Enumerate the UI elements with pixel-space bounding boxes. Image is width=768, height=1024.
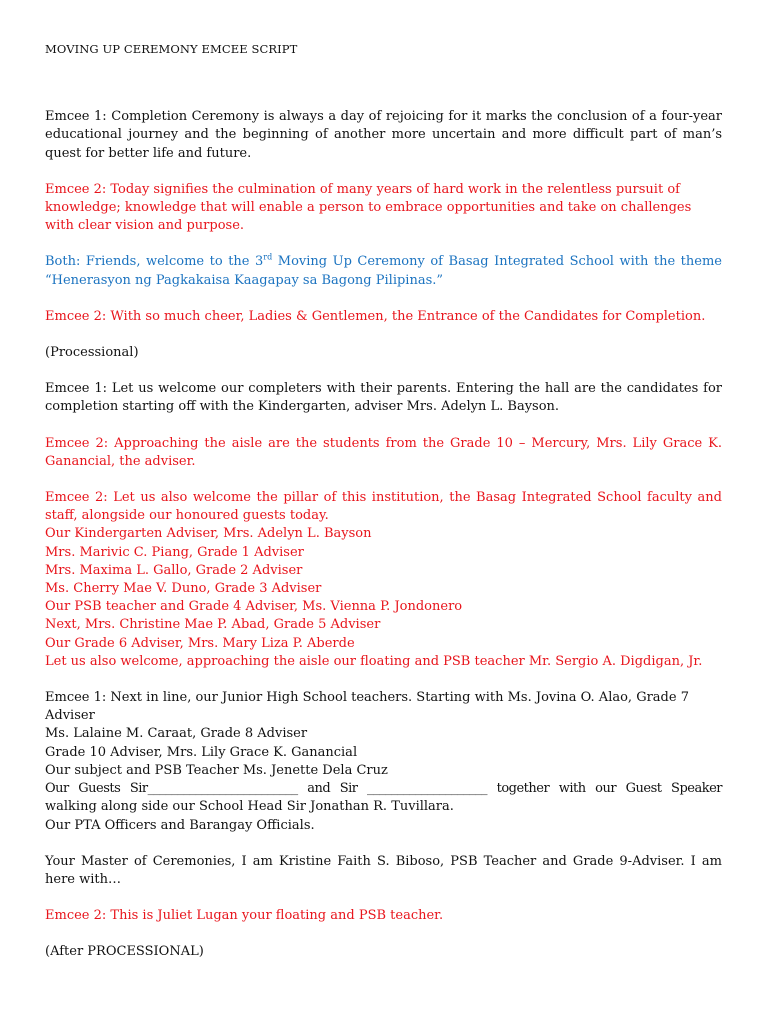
welcome-text-end: Moving Up Ceremony of Basag Integrated School with the theme “Henerasyon ng Pagkakaisa Kaagapay sa Bagong Pilipinas.” [45, 254, 722, 288]
paragraph-master-of-ceremonies: Your Master of Ceremonies, I am Kristine Faith S. Biboso, PSB Teacher and Grade 9-Adviser. I am here with… [45, 853, 722, 887]
paragraph-emcee2-faculty [45, 489, 722, 671]
paragraph-emcee2-entrance: Emcee 2: With so much cheer, Ladies & Gentlemen, the Entrance of the Candidates for Completion. [45, 308, 706, 324]
jhs-line: Emcee 1: Next in line, our Junior High School teachers. Starting with Ms. Jovina O. Alao, Grade 7 Adviser [45, 690, 689, 724]
faculty-line: Our Kindergarten Adviser, Mrs. Adelyn L. Bayson [45, 526, 372, 542]
jhs-line: Grade 10 Adviser, Mrs. Lily Grace K. Ganancial [45, 744, 358, 760]
faculty-line: Mrs. Maxima L. Gallo, Grade 2 Adviser [45, 562, 303, 578]
paragraph-emcee2-grade10: Emcee 2: Approaching the aisle are the students from the Grade 10 – Mercury, Mrs. Lily Grace K. Ganancial, the adviser. [45, 435, 722, 469]
text-line: knowledge; knowledge that will enable a person to embrace opportunities and take on challenges [45, 200, 692, 216]
paragraph-both-welcome [45, 253, 722, 289]
paragraph-emcee1-opening: Emcee 1: Completion Ceremony is always a day of rejoicing for it marks the conclusion of a four-year educational journey and the beginning of another more uncertain and more difficult part of man’s quest for better life and future. [45, 109, 722, 161]
jhs-line: walking along side our School Head Sir Jonathan R. Tuvillara. [45, 799, 454, 815]
welcome-text-start: Both: Friends, welcome to the 3 [45, 254, 264, 270]
document-title: MOVING UP CEREMONY EMCEE SCRIPT [45, 42, 298, 56]
text-line: with clear vision and purpose. [45, 218, 245, 234]
faculty-line: Our PSB teacher and Grade 4 Adviser, Ms. Vienna P. Jondonero [45, 599, 463, 615]
paragraph-emcee1-completers: Emcee 1: Let us welcome our completers with their parents. Entering the hall are the candidates for completion starting off with the Kindergarten, adviser Mrs. Adelyn L. Bayson. [45, 381, 722, 415]
faculty-line: Let us also welcome, approaching the aisle our floating and PSB teacher Mr. Sergio A. Digdigan, Jr. [45, 653, 703, 669]
text-line: Emcee 2: Today signifies the culmination of many years of hard work in the relentless pursuit of [45, 181, 680, 197]
paragraph-emcee2-culmination [45, 181, 722, 236]
paragraph-processional: (Processional) [45, 345, 139, 361]
paragraph-emcee2-juliet: Emcee 2: This is Juliet Lugan your floating and PSB teacher. [45, 908, 444, 924]
document-page [45, 40, 722, 980]
guests-line: Our Guests Sir_________________________ and Sir ____________________ together with our Guest Speaker [45, 781, 722, 797]
ordinal-superscript: rd [263, 253, 273, 263]
jhs-line: Our PTA Officers and Barangay Officials. [45, 817, 315, 833]
paragraph-after-processional: (After PROCESSIONAL) [45, 944, 204, 960]
faculty-intro: Emcee 2: Let us also welcome the pillar of this institution, the Basag Integrated School faculty and staff, alongside our honoured guests today. [45, 490, 722, 524]
jhs-line: Ms. Lalaine M. Caraat, Grade 8 Adviser [45, 726, 308, 742]
faculty-line: Next, Mrs. Christine Mae P. Abad, Grade 5 Adviser [45, 617, 381, 633]
paragraph-emcee1-jhs-teachers [45, 689, 722, 835]
jhs-line: Our subject and PSB Teacher Ms. Jenette Dela Cruz [45, 762, 388, 778]
faculty-line: Our Grade 6 Adviser, Mrs. Mary Liza P. Aberde [45, 635, 355, 651]
faculty-line: Mrs. Marivic C. Piang, Grade 1 Adviser [45, 544, 304, 560]
faculty-line: Ms. Cherry Mae V. Duno, Grade 3 Adviser [45, 581, 322, 597]
